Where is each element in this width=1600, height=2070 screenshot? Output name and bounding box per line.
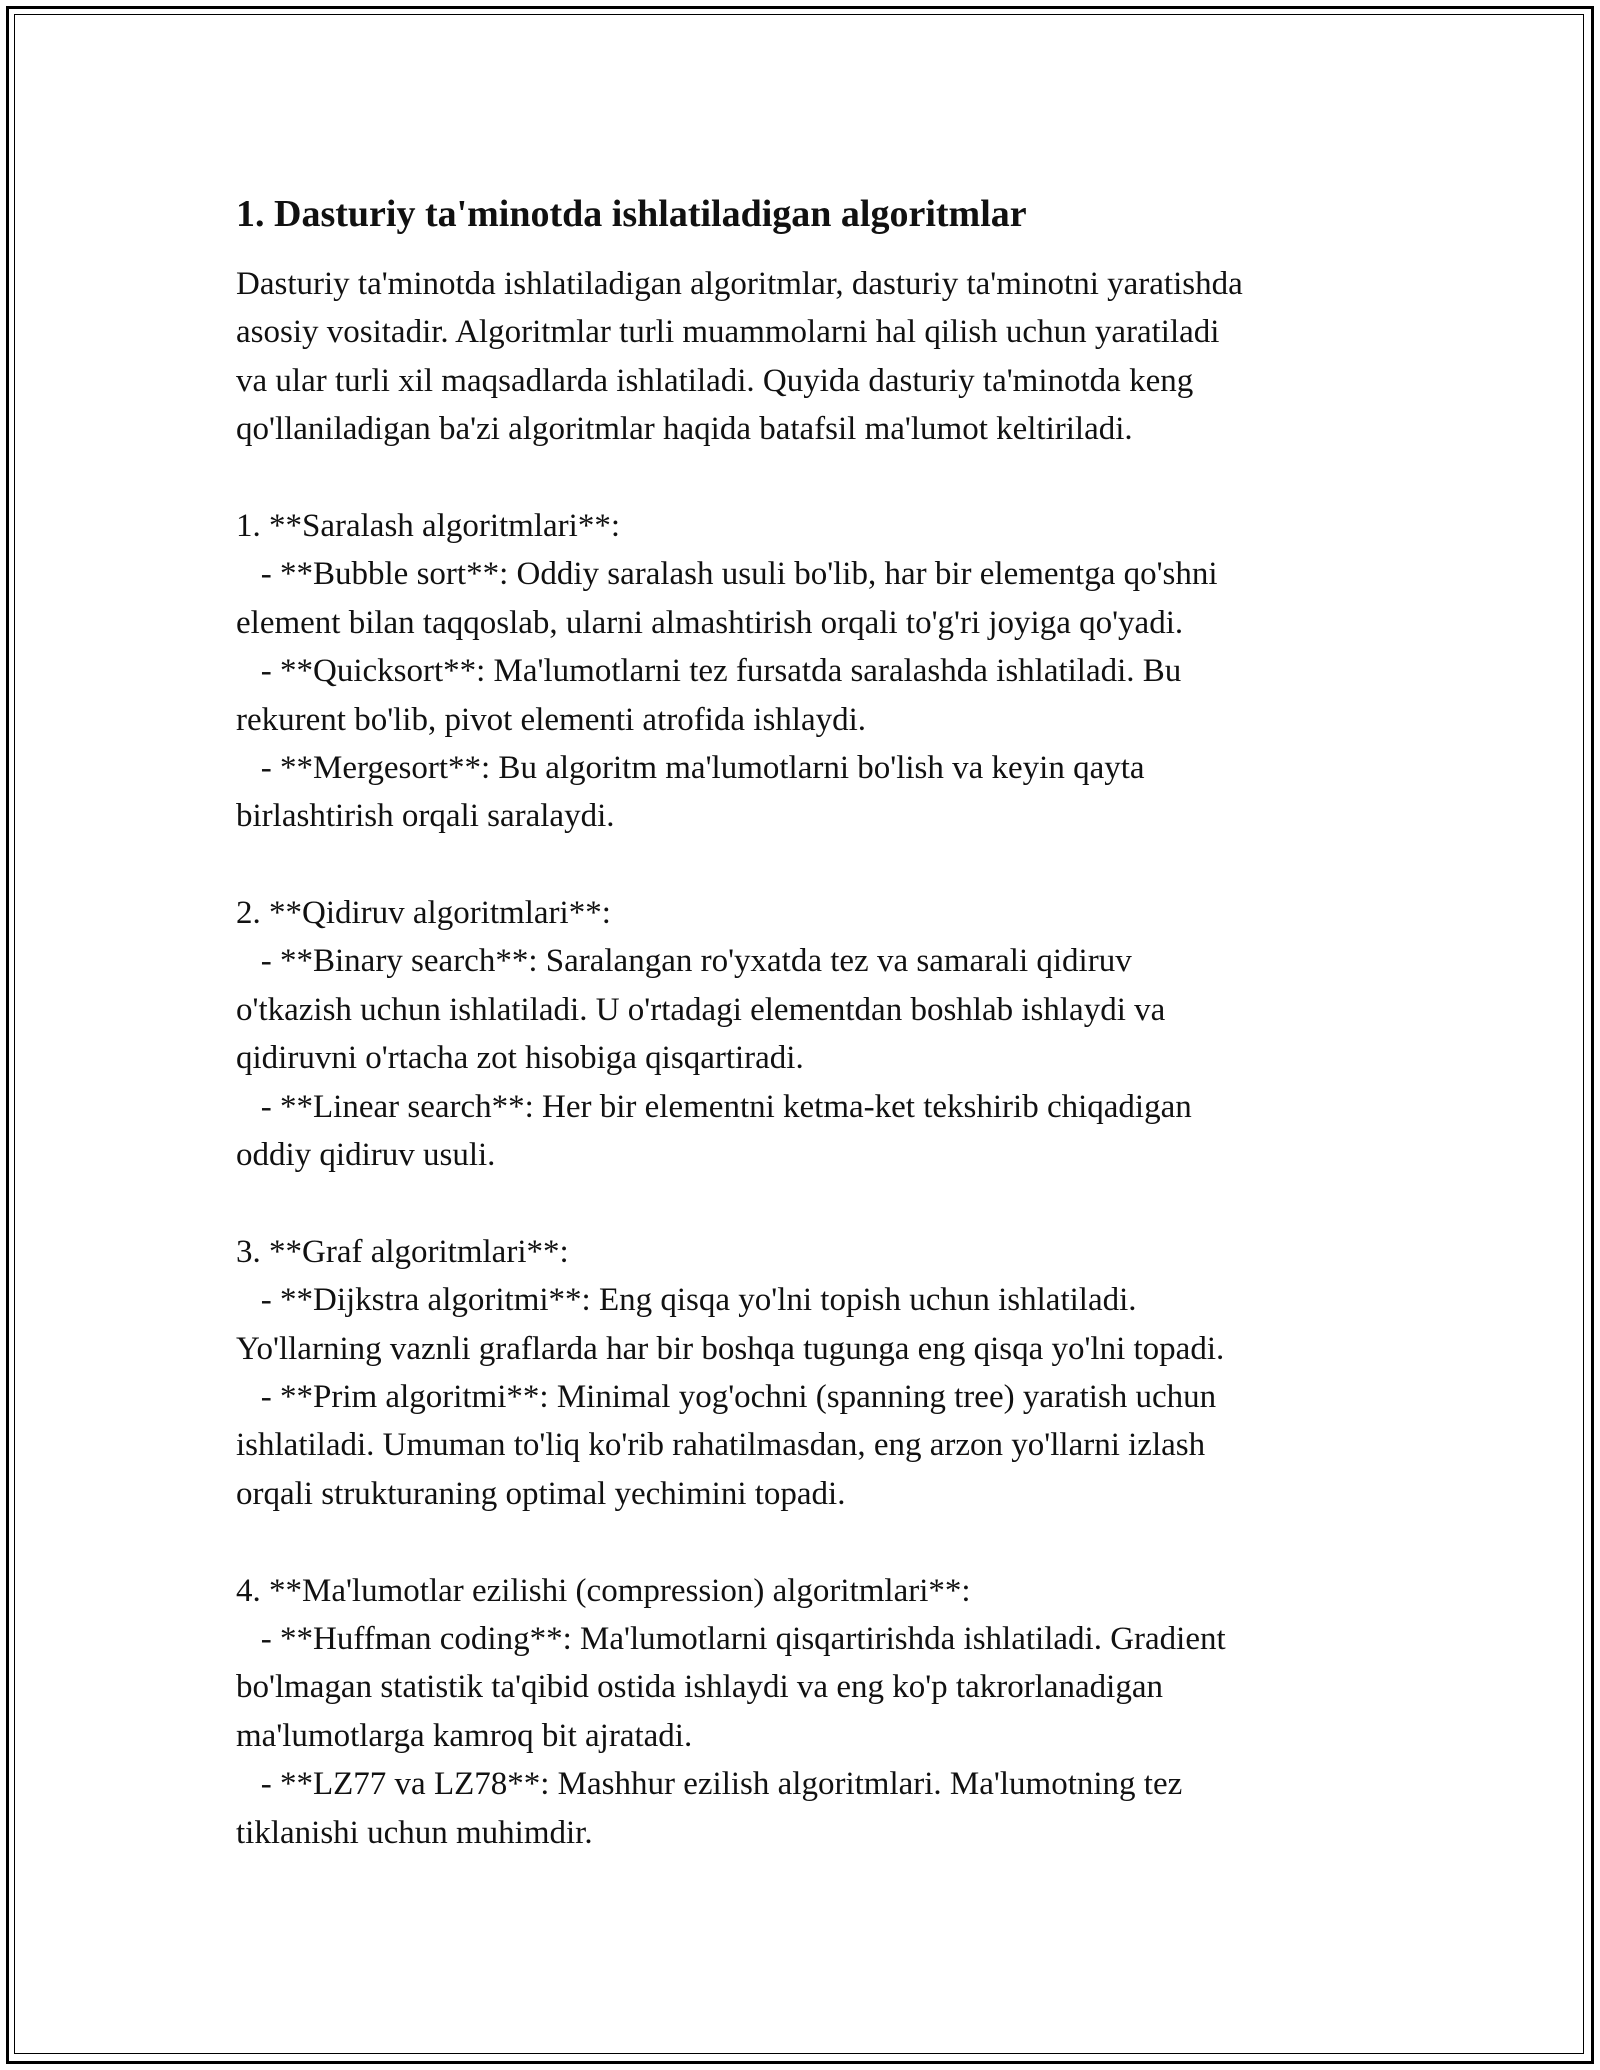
document-title: 1. Dasturiy ta'minotda ishlatiladigan algoritmlar (236, 193, 1027, 235)
list-item: - **LZ77 va LZ78**: Mashhur ezilish algoritmlari. Ma'lumotning tez (236, 1766, 1183, 1803)
text-line: o'tkazish uchun ishlatiladi. U o'rtadagi elementdan boshlab ishlaydi va (236, 991, 1166, 1028)
text-line: Yo'llarning vaznli graflarda har bir boshqa tugunga eng qisqa yo'lni topadi. (236, 1330, 1225, 1367)
section-heading: 3. **Graf algoritmlari**: (236, 1233, 569, 1270)
list-item: - **Linear search**: Her bir elementni ketma-ket tekshirib chiqadigan (236, 1088, 1192, 1125)
section-heading: 4. **Ma'lumotlar ezilishi (compression) algoritmlari**: (236, 1572, 971, 1609)
text-line: bo'lmagan statistik ta'qibid ostida ishlaydi va eng ko'p takrorlanadigan (236, 1669, 1163, 1706)
blank-line (236, 1179, 1386, 1227)
text-line: ishlatiladi. Umuman to'liq ko'rib rahatilmasdan, eng arzon yo'llarni izlash (236, 1427, 1206, 1464)
blank-line (236, 841, 1386, 889)
list-item: - **Quicksort**: Ma'lumotlarni tez fursatda saralashda ishlatiladi. Bu (236, 653, 1182, 690)
list-item: - **Mergesort**: Bu algoritm ma'lumotlarni bo'lish va keyin qayta (236, 749, 1145, 786)
list-item: - **Prim algoritmi**: Minimal yog'ochni (spanning tree) yaratish uchun (236, 1378, 1217, 1415)
blank-line (236, 454, 1386, 502)
list-item: - **Huffman coding**: Ma'lumotlarni qisqartirishda ishlatiladi. Gradient (236, 1620, 1226, 1657)
document-body (236, 188, 1386, 1857)
blank-line (236, 1518, 1386, 1566)
section-heading: 2. **Qidiruv algoritmlari**: (236, 895, 611, 932)
text-line: Dasturiy ta'minotda ishlatiladigan algoritmlar, dasturiy ta'minotni yaratishda (236, 266, 1243, 302)
text-line: va ular turli xil maqsadlarda ishlatiladi. Quyida dasturiy ta'minotda keng (236, 362, 1194, 399)
text-line: asosiy vositadir. Algoritmlar turli muammolarni hal qilish uchun yaratiladi (236, 314, 1220, 351)
text-line: qidiruvni o'rtacha zot hisobiga qisqartiradi. (236, 1040, 804, 1077)
text-line: element bilan taqqoslab, ularni almashtirish orqali to'g'ri joyiga qo'yadi. (236, 604, 1184, 641)
text-line: birlashtirish orqali saralaydi. (236, 798, 615, 835)
text-line: rekurent bo'lib, pivot elementi atrofida ishlaydi. (236, 701, 867, 738)
list-item: - **Bubble sort**: Oddiy saralash usuli bo'lib, har bir elementga qo'shni (236, 556, 1218, 593)
text-line: ma'lumotlarga kamroq bit ajratadi. (236, 1717, 693, 1754)
list-item: - **Dijkstra algoritmi**: Eng qisqa yo'lni topish uchun ishlatiladi. (236, 1282, 1137, 1319)
text-line: qo'llaniladigan ba'zi algoritmlar haqida batafsil ma'lumot keltiriladi. (236, 411, 1133, 448)
text-line: orqali strukturaning optimal yechimini topadi. (236, 1475, 846, 1512)
section-heading: 1. **Saralash algoritmlari**: (236, 507, 620, 544)
document-text (236, 260, 1386, 1857)
list-item: - **Binary search**: Saralangan ro'yxatda tez va samarali qidiruv (236, 943, 1132, 980)
text-line: oddiy qidiruv usuli. (236, 1137, 496, 1174)
text-line: tiklanishi uchun muhimdir. (236, 1814, 593, 1851)
